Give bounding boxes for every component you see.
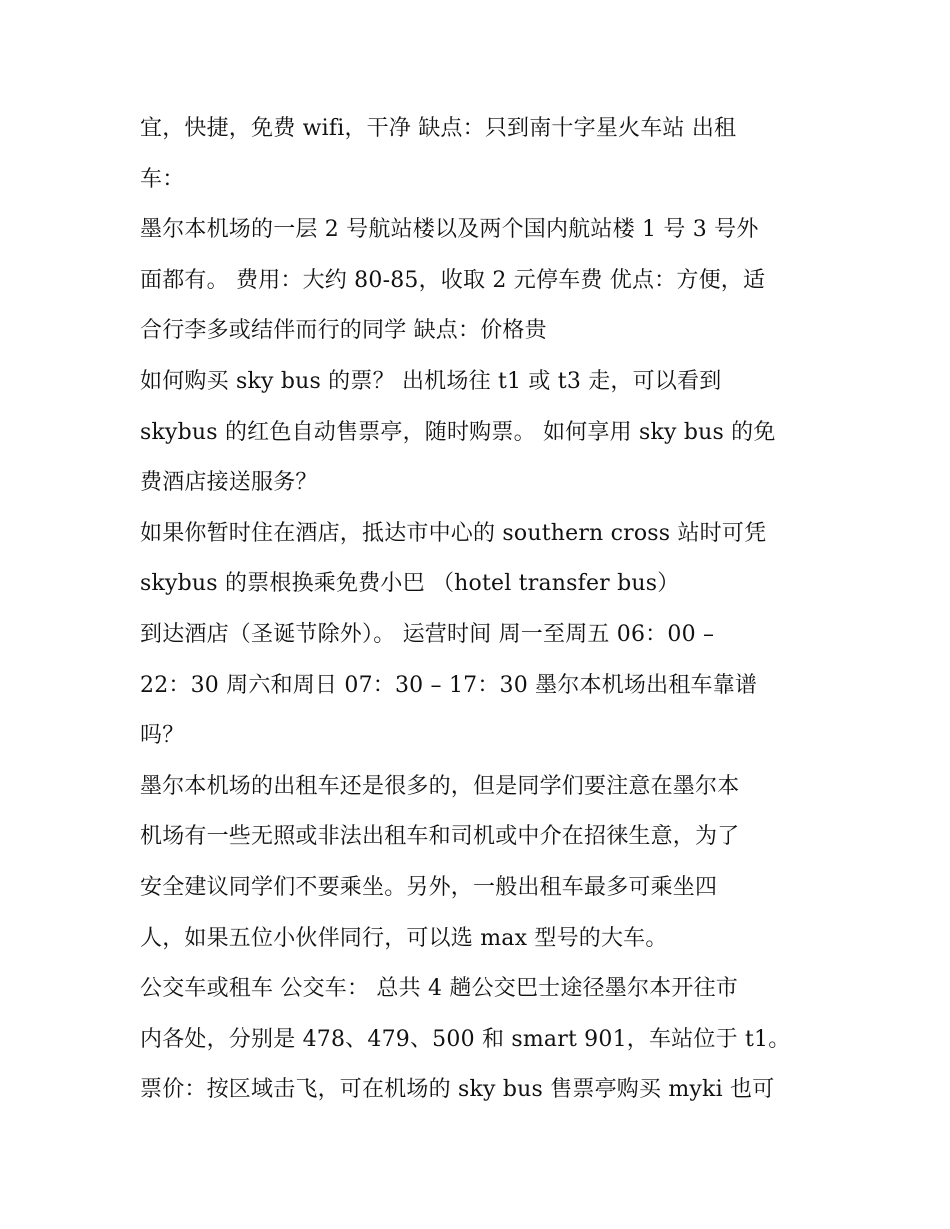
text-line: 宜，快捷，免费 wifi，干净 缺点：只到南十字星火车站 出租	[140, 116, 737, 141]
text-line: skybus 的红色自动售票亭，随时购票。 如何享用 sky bus 的免	[140, 419, 776, 445]
text-line: 机场有一些无照或非法出租车和司机或中介在招徕生意，为了	[140, 824, 740, 850]
text-line: 如果你暂时住在酒店，抵达市中心的 southern cross 站时可凭	[140, 520, 767, 546]
text-line: 车：	[140, 166, 185, 192]
text-line: 如何购买 sky bus 的票？ 出机场往 t1 或 t3 走，可以看到	[140, 368, 722, 394]
text-line: 墨尔本机场的一层 2 号航站楼以及两个国内航站楼 1 号 3 号外	[140, 217, 759, 243]
text-line: 人，如果五位小伙伴同行，可以选 max 型号的大车。	[140, 925, 668, 951]
text-line: 合行李多或结伴而行的同学 缺点：价格贵	[140, 318, 547, 344]
text-line: 墨尔本机场的出租车还是很多的，但是同学们要注意在墨尔本	[140, 773, 740, 799]
text-line: 到达酒店（圣诞节除外）。 运营时间 周一至周五 06：00 –	[140, 621, 715, 647]
document-body	[140, 104, 830, 1116]
text-line: 吗？	[140, 723, 185, 749]
text-line: 票价：按区域击飞，可在机场的 sky bus 售票亭购买 myki 也可	[140, 1077, 775, 1103]
text-line: 公交车或租车 公交车： 总共 4 趟公交巴士途径墨尔本开往市	[140, 976, 738, 1002]
text-line: 内各处，分别是 478、479、500 和 smart 901，车站位于 t1。	[140, 1026, 791, 1052]
text-line: skybus 的票根换乘免费小巴 （hotel transfer bus）	[140, 571, 680, 597]
text-line: 22：30 周六和周日 07：30 – 17：30 墨尔本机场出租车靠谱	[140, 672, 758, 698]
text-line: 安全建议同学们不要乘坐。另外，一般出租车最多可乘坐四	[140, 874, 718, 900]
text-line: 面都有。 费用：大约 80-85，收取 2 元停车费 优点：方便，适	[140, 267, 766, 293]
text-line: 费酒店接送服务？	[140, 470, 318, 496]
